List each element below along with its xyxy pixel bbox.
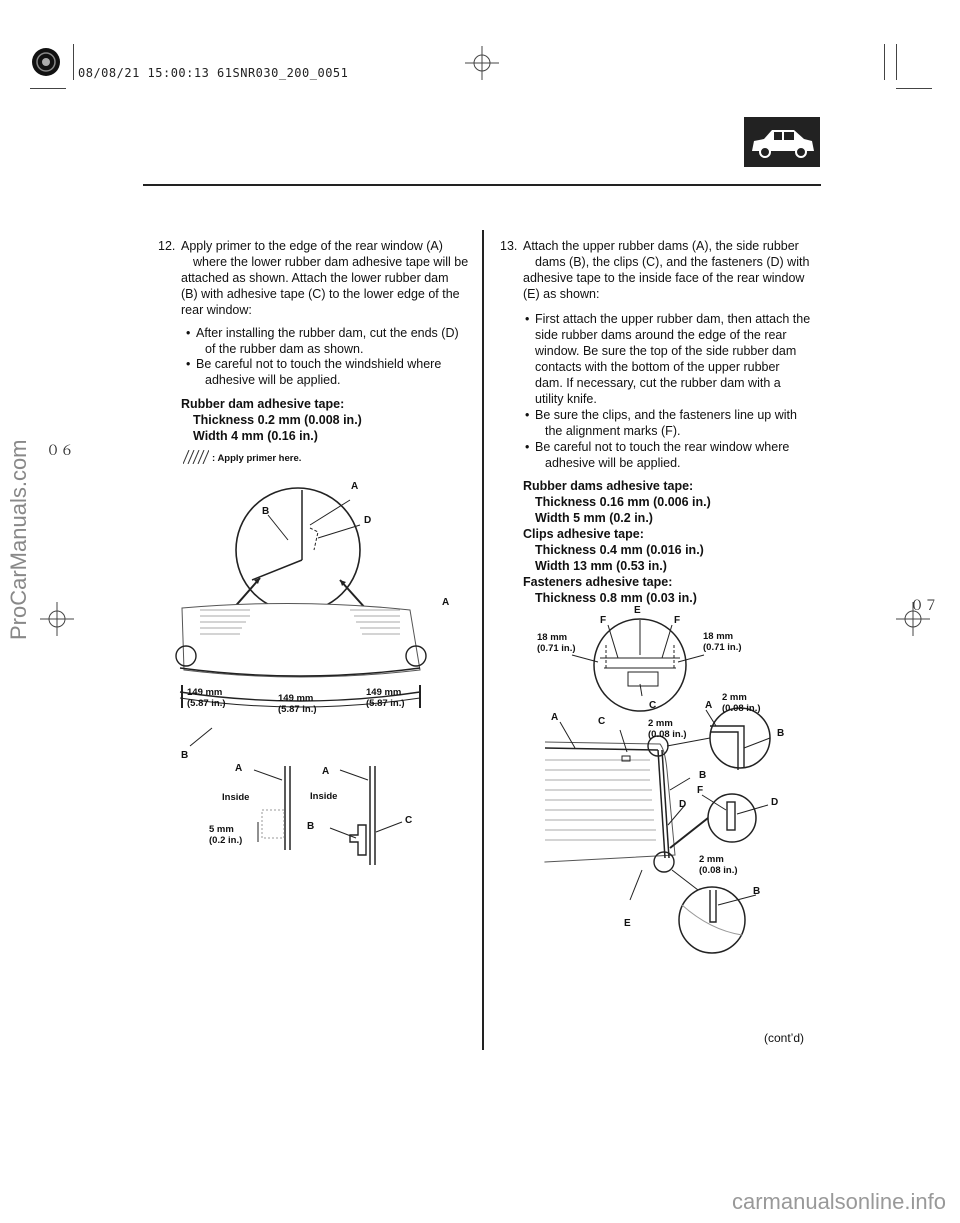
step-12-line: where the lower rubber dam adhesive tape will be bbox=[193, 255, 469, 269]
label-F: F bbox=[674, 615, 681, 626]
registration-target-icon bbox=[28, 44, 64, 80]
label-E: E bbox=[634, 605, 641, 616]
bullet-dot: • bbox=[525, 440, 530, 454]
bullet-text: dam. If necessary, cut the rubber dam with a bbox=[535, 376, 781, 390]
inside-label: Inside bbox=[310, 791, 338, 802]
step-12-figure bbox=[170, 470, 470, 880]
step-number: 13. bbox=[500, 239, 518, 253]
label-A: A bbox=[442, 597, 450, 608]
label-B: B bbox=[699, 770, 707, 781]
dimension-18mm-left bbox=[537, 632, 576, 654]
dim-value: 18 mm bbox=[537, 632, 568, 643]
label-B: B bbox=[262, 506, 270, 517]
crop-mark bbox=[30, 88, 66, 89]
crosshair-icon bbox=[465, 46, 499, 80]
dim-value: (0.08 in.) bbox=[648, 729, 687, 740]
bullet-text: Be sure the clips, and the fasteners line up with bbox=[535, 408, 797, 422]
section-badge bbox=[744, 117, 820, 167]
label-C: C bbox=[405, 815, 413, 826]
dimension-5mm bbox=[209, 824, 242, 846]
header-rule bbox=[143, 184, 821, 186]
dim-value: (0.71 in.) bbox=[703, 642, 742, 653]
dim-value: (0.08 in.) bbox=[722, 703, 761, 714]
legend-text: : Apply primer here. bbox=[212, 453, 302, 464]
step-13-line: adhesive tape to the inside face of the rear window bbox=[523, 271, 805, 285]
bullet-text: of the rubber dam as shown. bbox=[205, 342, 364, 356]
bullet-text: Be careful not to touch the windshield where bbox=[196, 357, 442, 371]
bullet-text: adhesive will be applied. bbox=[545, 456, 681, 470]
dim-value: 18 mm bbox=[703, 631, 734, 642]
label-F: F bbox=[697, 785, 704, 796]
dimension-2mm bbox=[699, 854, 738, 876]
bullet-text: side rubber dams around the edge of the rear bbox=[535, 328, 787, 342]
step-13-line: Attach the upper rubber dams (A), the side rubber bbox=[523, 239, 799, 253]
dim-value: 2 mm bbox=[699, 854, 724, 865]
crop-mark bbox=[896, 88, 932, 89]
step-12-line: rear window: bbox=[181, 303, 252, 317]
label-E: E bbox=[624, 918, 631, 929]
continued-note: (cont’d) bbox=[764, 1031, 805, 1045]
label-A: A bbox=[322, 766, 330, 777]
dim-value: 2 mm bbox=[648, 718, 673, 729]
bullet-text: contacts with the bottom of the upper rubber bbox=[535, 360, 780, 374]
step-13-line: dams (B), the clips (C), and the fasteners (D) with bbox=[535, 255, 810, 269]
bottom-watermark: carmanualsonline.info bbox=[731, 1189, 946, 1214]
spec-title: Rubber dam adhesive tape: bbox=[181, 397, 345, 411]
step-12-line: Apply primer to the edge of the rear window (A) bbox=[181, 239, 443, 253]
spec-title: Rubber dams adhesive tape: bbox=[523, 479, 694, 493]
label-B: B bbox=[753, 886, 761, 897]
label-D: D bbox=[679, 799, 687, 810]
dim-value: 149 mm bbox=[187, 687, 223, 698]
dim-value: (5.87 in.) bbox=[278, 704, 317, 715]
side-watermark: ProCarManuals.com bbox=[6, 439, 31, 640]
column-divider bbox=[482, 230, 484, 1050]
step-number: 12. bbox=[158, 239, 176, 253]
label-A: A bbox=[705, 700, 713, 711]
dim-value: (0.08 in.) bbox=[699, 865, 738, 876]
dim-value: (5.87 in.) bbox=[187, 698, 226, 709]
dimension-center bbox=[278, 693, 317, 715]
label-B: B bbox=[181, 750, 189, 761]
bullet-text: Be careful not to touch the rear window where bbox=[535, 440, 790, 454]
dim-value: 2 mm bbox=[722, 692, 747, 703]
step-12-line: attached as shown. Attach the lower rubber dam bbox=[181, 271, 449, 285]
bullet-text: First attach the upper rubber dam, then attach the bbox=[535, 312, 811, 326]
step-12-line: (B) with adhesive tape (C) to the lower edge of the bbox=[181, 287, 460, 301]
crosshair-icon bbox=[40, 602, 74, 636]
label-A: A bbox=[551, 712, 559, 723]
bullet-text: the alignment marks (F). bbox=[545, 424, 681, 438]
dimension-2mm bbox=[722, 692, 761, 714]
crop-mark bbox=[73, 44, 74, 80]
dimension-right bbox=[366, 687, 405, 709]
spec-line: Width 4 mm (0.16 in.) bbox=[193, 429, 318, 443]
label-F: F bbox=[600, 615, 607, 626]
bullet-dot: • bbox=[525, 408, 530, 422]
dimension-2mm bbox=[648, 718, 687, 740]
spec-line: Width 13 mm (0.53 in.) bbox=[535, 559, 667, 573]
bullet-text: adhesive will be applied. bbox=[205, 373, 341, 387]
spec-line: Thickness 0.8 mm (0.03 in.) bbox=[535, 591, 697, 605]
dimension-left bbox=[187, 687, 226, 709]
bullet-text: utility knife. bbox=[535, 392, 597, 406]
inside-label: Inside bbox=[222, 792, 250, 803]
bullet-text: window. Be sure the top of the side rubber dam bbox=[535, 344, 797, 358]
bullet-dot: • bbox=[186, 326, 191, 340]
bullet-dot: • bbox=[525, 312, 530, 326]
label-D: D bbox=[364, 515, 372, 526]
step-13-line: (E) as shown: bbox=[523, 287, 600, 301]
dim-value: (5.87 in.) bbox=[366, 698, 405, 709]
label-D: D bbox=[771, 797, 779, 808]
bullet-dot: • bbox=[186, 357, 191, 371]
print-stamp: 08/08/21 15:00:13 61SNR030_200_0051 bbox=[78, 66, 349, 80]
hatch-legend-icon bbox=[183, 450, 209, 464]
spec-line: Width 5 mm (0.2 in.) bbox=[535, 511, 653, 525]
crop-mark bbox=[896, 44, 897, 80]
page-marker-right: ０７ bbox=[910, 598, 938, 614]
page-marker-left: ０６ bbox=[46, 443, 74, 459]
spec-title: Clips adhesive tape: bbox=[523, 527, 644, 541]
label-B: B bbox=[777, 728, 785, 739]
dim-value: 5 mm bbox=[209, 824, 234, 835]
bullet-text: After installing the rubber dam, cut the ends (D) bbox=[196, 326, 459, 340]
dim-value: 149 mm bbox=[278, 693, 314, 704]
spec-line: Thickness 0.16 mm (0.006 in.) bbox=[535, 495, 711, 509]
label-C: C bbox=[598, 716, 606, 727]
step-13-figure bbox=[530, 600, 810, 970]
label-A: A bbox=[235, 763, 243, 774]
label-A: A bbox=[351, 481, 359, 492]
dimension-18mm-right bbox=[703, 631, 742, 653]
dim-value: (0.71 in.) bbox=[537, 643, 576, 654]
car-silhouette-icon bbox=[744, 117, 820, 167]
dim-value: 149 mm bbox=[366, 687, 402, 698]
spec-title: Fasteners adhesive tape: bbox=[523, 575, 673, 589]
label-C: C bbox=[649, 700, 657, 711]
label-B: B bbox=[307, 821, 315, 832]
dim-value: (0.2 in.) bbox=[209, 835, 243, 846]
crop-mark bbox=[884, 44, 885, 80]
spec-line: Thickness 0.4 mm (0.016 in.) bbox=[535, 543, 704, 557]
spec-line: Thickness 0.2 mm (0.008 in.) bbox=[193, 413, 362, 427]
